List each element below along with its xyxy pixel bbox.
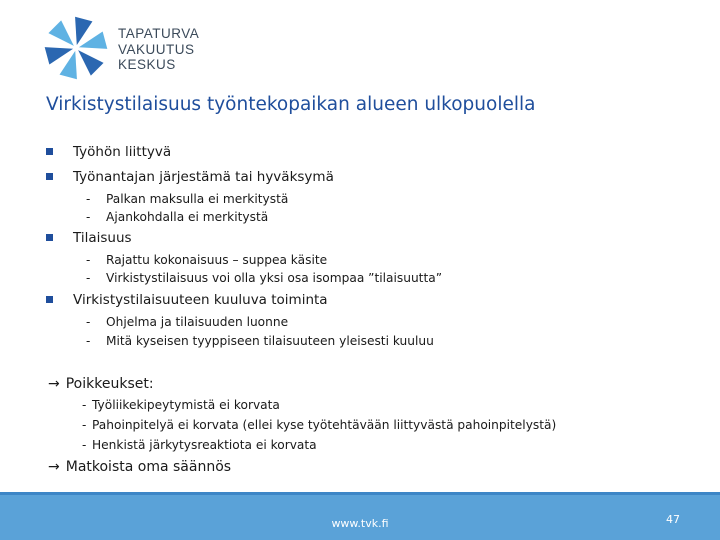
slide-title: Virkistystilaisuus työntekopaikan alueen ulkopuolella bbox=[46, 94, 536, 115]
dash-marker: - bbox=[82, 398, 87, 412]
logo-line-3: KESKUS bbox=[118, 57, 176, 72]
exceptions-heading bbox=[48, 376, 154, 392]
bullet-4-sub-2: Mitä kyseisen tyyppiseen tilaisuuteen yleisesti kuuluu bbox=[106, 334, 434, 348]
dash-marker: - bbox=[86, 334, 91, 348]
dash-marker: - bbox=[86, 210, 91, 224]
footer-url[interactable]: www.tvk.fi bbox=[331, 517, 389, 530]
logo-petal bbox=[48, 20, 80, 52]
bullet-3-sub-1: Rajattu kokonaisuus – suppea käsite bbox=[106, 253, 328, 267]
logo-text bbox=[118, 26, 199, 73]
bullet-marker bbox=[46, 173, 53, 180]
page-number: 47 bbox=[666, 513, 680, 526]
exception-item-2: Pahoinpitelyä ei korvata (ellei kyse työtehtävään liittyvästä pahoinpitelystä) bbox=[92, 418, 557, 432]
bullet-marker bbox=[46, 296, 53, 303]
logo-petal bbox=[72, 44, 104, 76]
bullet-marker bbox=[46, 234, 53, 241]
rule-line bbox=[48, 459, 231, 475]
bullet-2: Työnantajan järjestämä tai hyväksymä bbox=[73, 169, 334, 185]
bullet-4: Virkistystilaisuuteen kuuluva toiminta bbox=[73, 292, 328, 308]
dash-marker: - bbox=[86, 192, 91, 206]
bullet-marker bbox=[46, 148, 53, 155]
logo bbox=[40, 12, 240, 82]
rule-text: Matkoista oma säännös bbox=[65, 459, 232, 475]
bullet-1: Työhön liittyvä bbox=[73, 144, 172, 160]
logo-line-1: TAPATURVA bbox=[118, 26, 200, 41]
dash-marker: - bbox=[86, 253, 91, 267]
bullet-3-sub-2: Virkistystilaisuus voi olla yksi osa isompaa ”tilaisuutta” bbox=[106, 271, 443, 285]
bullet-2-sub-2: Ajankohdalla ei merkitystä bbox=[106, 210, 269, 224]
exception-item-3: Henkistä järkytysreaktiota ei korvata bbox=[92, 438, 317, 452]
exceptions-heading-text: Poikkeukset: bbox=[65, 376, 154, 392]
star-logo-icon bbox=[40, 12, 112, 84]
dash-marker: - bbox=[82, 418, 87, 432]
bullet-4-sub-1: Ohjelma ja tilaisuuden luonne bbox=[106, 315, 289, 329]
dash-marker: - bbox=[86, 271, 91, 285]
dash-marker: - bbox=[82, 438, 87, 452]
arrow-right-icon: → bbox=[48, 376, 60, 392]
bullet-2-sub-1: Palkan maksulla ei merkitystä bbox=[106, 192, 289, 206]
dash-marker: - bbox=[86, 315, 91, 329]
logo-line-2: VAKUUTUS bbox=[118, 41, 195, 57]
bullet-3: Tilaisuus bbox=[73, 230, 132, 246]
arrow-right-icon: → bbox=[48, 459, 60, 475]
exception-item-1: Työliikekipeytymistä ei korvata bbox=[92, 398, 280, 412]
